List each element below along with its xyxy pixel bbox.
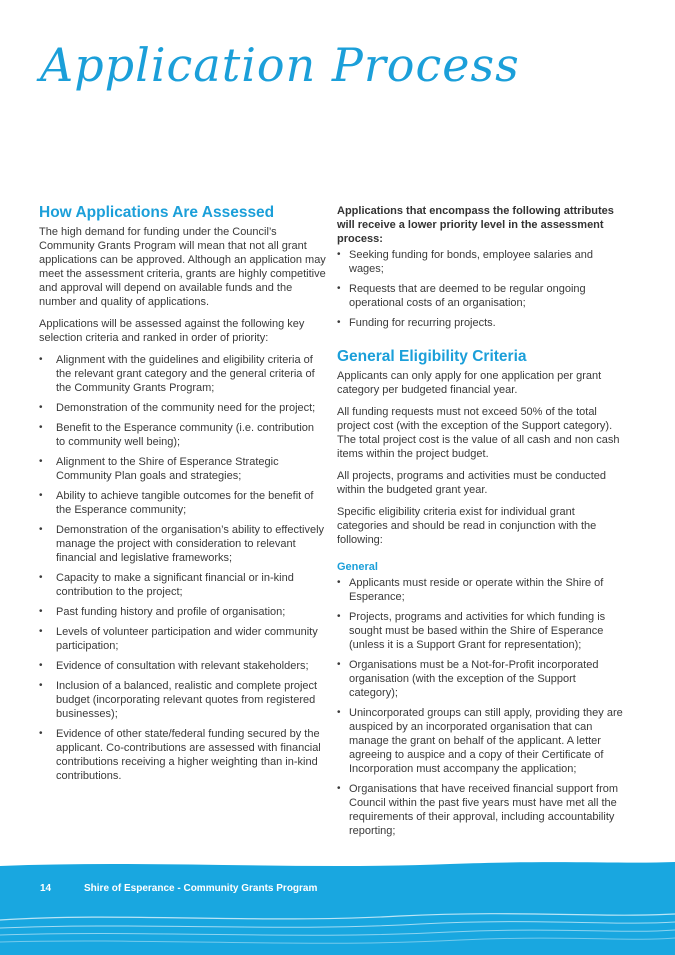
list-item: • Projects, programs and activities for which funding is sought must be based within the Shire of Esperance (unless it is a Support Grant for representation); [337, 610, 627, 652]
paragraph: All projects, programs and activities must be conducted within the budgeted grant year. [337, 470, 607, 496]
criteria-list [39, 353, 326, 783]
paragraph: Applicants can only apply for one application per grant category per budgeted financial year. [337, 370, 602, 396]
paragraph: Specific eligibility criteria exist for individual grant categories and should be read in conjunction with the following: [337, 506, 597, 546]
list-item: • Ability to achieve tangible outcomes for the benefit of the Esperance community; [39, 489, 326, 517]
list-item: • Capacity to make a significant financial or in-kind contribution to the project; [39, 571, 326, 599]
paragraph: The high demand for funding under the Council’s Community Grants Program will mean that not all grant applications can be approved. Although an application may meet the assessment criteria, grants are highly competitive and approval will depend on available funds and the number and quality of applications. [39, 226, 326, 308]
footer-title: Shire of Esperance - Community Grants Program [84, 883, 318, 894]
footer-band [0, 860, 675, 955]
right-column [337, 204, 627, 846]
paragraph: All funding requests must not exceed 50% of the total project cost (with the exception of the Support category). The total project cost is the value of all cash and non cash items within the project budget. [337, 406, 620, 460]
section-heading-assessment: How Applications Are Assessed [39, 204, 275, 221]
list-item: • Levels of volunteer participation and wider community participation; [39, 625, 326, 653]
subheading-general: General [337, 561, 378, 573]
general-criteria-list [337, 576, 627, 838]
paragraph: Applications will be assessed against the following key selection criteria and ranked in order of priority: [39, 318, 305, 344]
list-item: • Funding for recurring projects. [337, 316, 627, 330]
list-item: • Evidence of consultation with relevant stakeholders; [39, 659, 326, 673]
list-item: • Benefit to the Esperance community (i.e. contribution to community well being); [39, 421, 326, 449]
list-item: • Organisations must be a Not-for-Profit incorporated organisation (with the exception of the Support category); [337, 658, 627, 700]
footer-wave-graphic [0, 860, 675, 955]
list-item: • Demonstration of the community need for the project; [39, 401, 326, 415]
list-item: • Alignment with the guidelines and eligibility criteria of the relevant grant category and the general criteria of the Community Grants Program; [39, 353, 326, 395]
left-column [39, 204, 326, 791]
lower-priority-intro: Applications that encompass the following attributes will receive a lower priority level in the assessment process: [337, 205, 614, 245]
list-item: • Organisations that have received financial support from Council within the past five years must have met all the requirements of their approval, including accountability reporting; [337, 782, 627, 838]
lower-priority-list [337, 248, 627, 330]
page-title: Application Process [40, 38, 520, 92]
list-item: • Past funding history and profile of organisation; [39, 605, 326, 619]
list-item: • Requests that are deemed to be regular ongoing operational costs of an organisation; [337, 282, 627, 310]
list-item: • Applicants must reside or operate within the Shire of Esperance; [337, 576, 627, 604]
list-item: • Alignment to the Shire of Esperance Strategic Community Plan goals and strategies; [39, 455, 326, 483]
list-item: • Demonstration of the organisation’s ability to effectively manage the project with consideration to relevant financial and legislative frameworks; [39, 523, 326, 565]
section-heading-eligibility: General Eligibility Criteria [337, 348, 527, 365]
list-item: • Unincorporated groups can still apply, providing they are auspiced by an incorporated organisation that can manage the grant on behalf of the applicant. A letter agreeing to auspice and a copy of their Certificate of Incorporation must accompany the application; [337, 706, 627, 776]
list-item: • Inclusion of a balanced, realistic and complete project budget (incorporating relevant quotes from registered businesses); [39, 679, 326, 721]
list-item: • Seeking funding for bonds, employee salaries and wages; [337, 248, 627, 276]
page-number: 14 [40, 883, 52, 894]
list-item: • Evidence of other state/federal funding secured by the applicant. Co-contributions are assessed with financial contributions receiving a higher weighting than in-kind contributions. [39, 727, 326, 783]
